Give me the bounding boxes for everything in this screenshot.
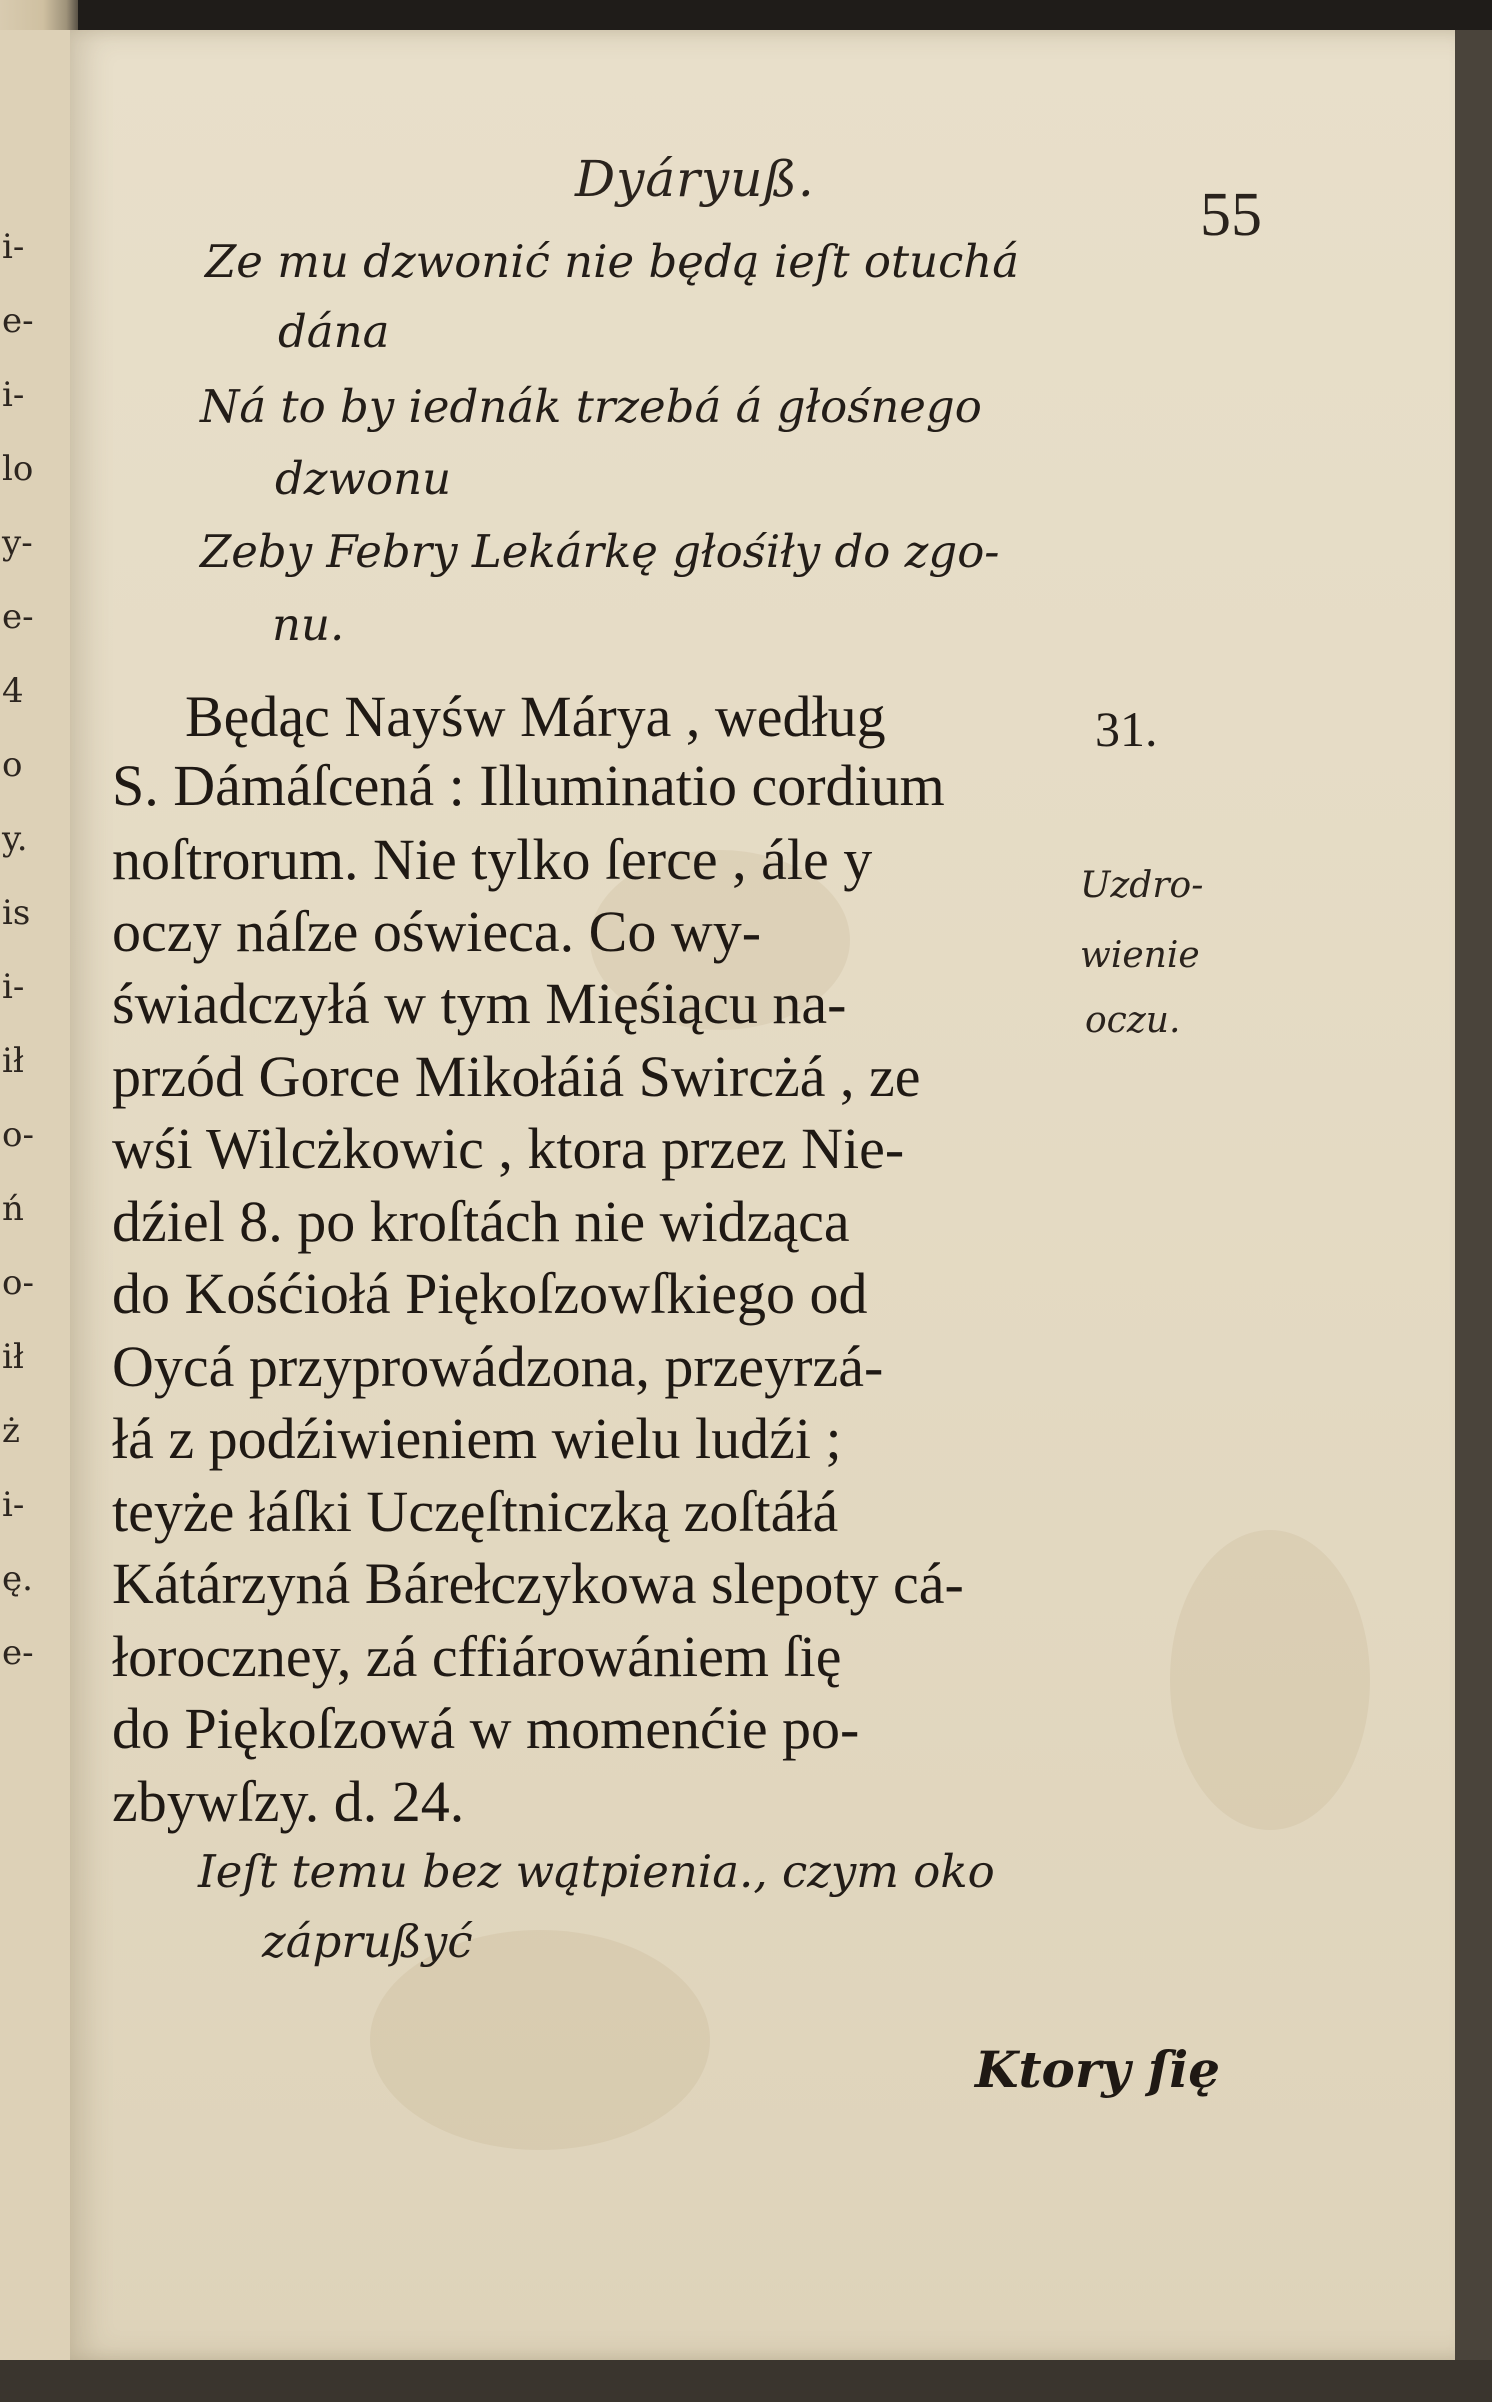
- page-right-edge: [1455, 30, 1492, 2370]
- paper-stain: [1170, 1530, 1370, 1830]
- running-head: Dyáryuß.: [575, 150, 815, 208]
- verse-line: Zeby Febry Lekárkę głośiły do zgo-: [200, 525, 1000, 578]
- prose-line: przód Gorce Mikołáiá Swircżá , ze: [112, 1044, 921, 1109]
- previous-page-fragments: i- e- i- lo y- e- 4 o y. is i- ił o- ń o- ił ż i- ę. e-: [2, 227, 34, 1673]
- prose-line: do Kośćiołá Piękoſzowſkiego od: [112, 1261, 868, 1326]
- prose-line: oczy náſze oświeca. Co wy-: [112, 899, 762, 964]
- verse-line: nu.: [272, 598, 345, 651]
- page-bottom-edge: [0, 2360, 1492, 2402]
- verse-line: dána: [278, 305, 390, 358]
- catchword: Ktory ſię: [975, 2040, 1221, 2099]
- prose-line: S. Dámáſcená : Illuminatio cordium: [112, 753, 945, 818]
- scan-background-top: [0, 0, 1492, 34]
- margin-note-line: Uzdro-: [1080, 865, 1204, 906]
- prose-line: zbywſzy. d. 24.: [112, 1769, 465, 1834]
- prose-line: dźiel 8. po kroſtách nie widząca: [112, 1189, 850, 1254]
- previous-page-edge: [0, 30, 70, 2360]
- prose-line: noſtrorum. Nie tylko ſerce , ále y: [112, 827, 873, 892]
- verse-line: Ieſt temu bez wątpienia., czym oko: [198, 1845, 995, 1898]
- prose-line: świadczyłá w tym Mięśiącu na-: [112, 971, 847, 1036]
- margin-note-line: oczu.: [1085, 1000, 1181, 1041]
- verse-line: Ná to by iednák trzebá á głośnego: [200, 380, 982, 433]
- section-number: 31.: [1095, 701, 1158, 757]
- margin-note-line: wienie: [1080, 935, 1200, 976]
- prose-line: łá z podźiwieniem wielu ludźi ;: [112, 1406, 842, 1471]
- prose-line: łoroczney, zá cffiárowániem ſię: [112, 1624, 842, 1689]
- prose-line: teyże łáſki Uczęſtniczką zoſtáłá: [112, 1479, 839, 1544]
- prose-line: wśi Wilcżkowic , ktora przez Nie-: [112, 1116, 905, 1181]
- prose-line: Kátárzyná Bárełczykowa slepoty cá-: [112, 1551, 964, 1616]
- verse-line: dzwonu: [275, 452, 452, 505]
- prose-line: do Piękoſzowá w momenćie po-: [112, 1696, 860, 1761]
- verse-line: záprußyć: [262, 1915, 473, 1968]
- prose-line: Oycá przyprowádzona, przeyrzá-: [112, 1334, 884, 1399]
- page-number: 55: [1200, 181, 1262, 249]
- verse-line: Ze mu dzwonić nie będą ieſt otuchá: [205, 235, 1020, 288]
- prose-line: Będąc Nayśw Márya , według: [185, 684, 886, 749]
